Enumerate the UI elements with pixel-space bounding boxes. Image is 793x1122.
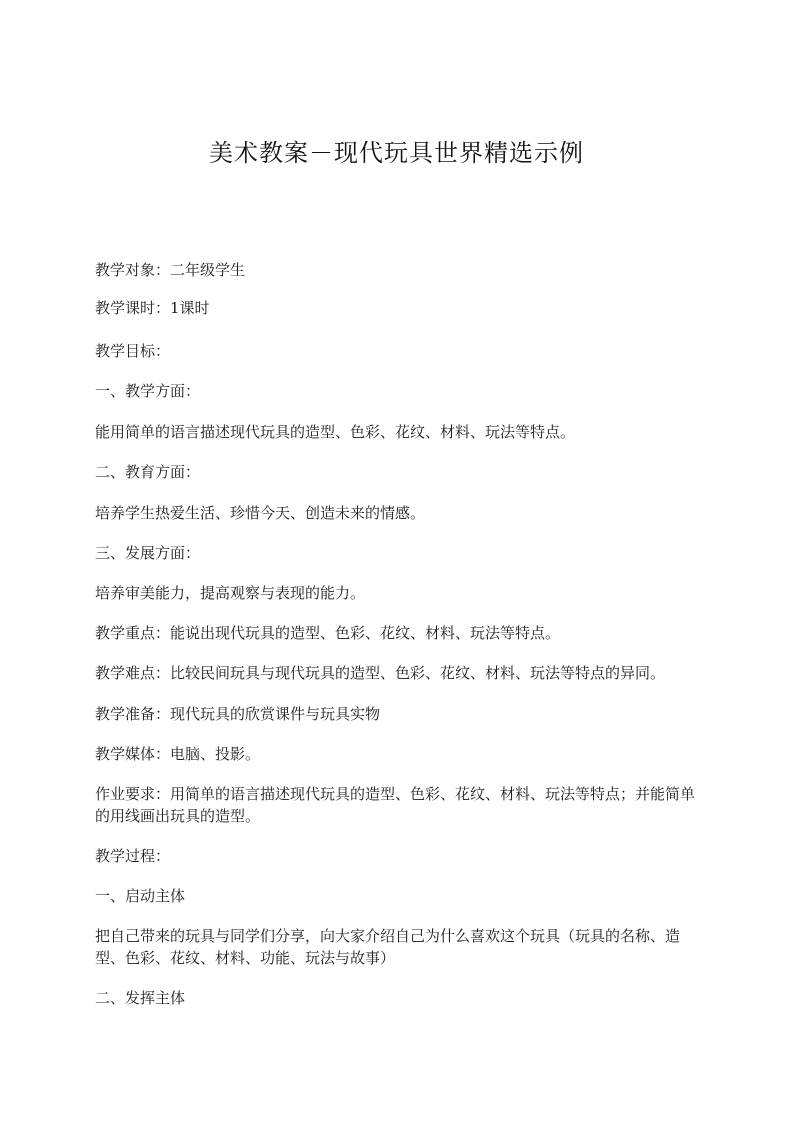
paragraph-step-1-heading: 一、启动主体: [95, 887, 186, 905]
paragraph-goal-3-heading: 三、发展方面：: [95, 544, 201, 562]
paragraph-step-1-text: 把自己带来的玩具与同学们分享，向大家介绍自己为什么喜欢这个玩具（玩具的名称、造型、色彩、花纹、材料、功能、玩法与故事）: [95, 927, 681, 967]
paragraph-teaching-target: 教学对象：二年级学生: [95, 261, 246, 279]
paragraph-goal-2-heading: 二、教育方面：: [95, 463, 201, 481]
paragraph-homework: 作业要求：用简单的语言描述现代玩具的造型、色彩、花纹、材料、玩法等特点；并能简单的用线画出玩具的造型。: [95, 785, 696, 825]
paragraph-step-2-heading: 二、发挥主体: [95, 989, 186, 1007]
paragraph-difficulties: 教学难点：比较民间玩具与现代玩具的造型、色彩、花纹、材料、玩法等特点的异同。: [95, 664, 666, 682]
paragraph-key-points: 教学重点：能说出现代玩具的造型、色彩、花纹、材料、玩法等特点。: [95, 624, 561, 642]
paragraph-class-hours: 教学课时：1课时: [95, 299, 210, 317]
paragraph-preparation: 教学准备：现代玩具的欣赏课件与玩具实物: [95, 705, 381, 723]
paragraph-media: 教学媒体：电脑、投影。: [95, 745, 261, 763]
paragraph-goal-2-text: 培养学生热爱生活、珍惜今天、创造未来的情感。: [95, 504, 426, 522]
paragraph-process-heading: 教学过程：: [95, 847, 171, 865]
paragraph-goal-1-heading: 一、教学方面：: [95, 382, 201, 400]
paragraph-goal-3-text: 培养审美能力，提高观察与表现的能力。: [95, 584, 366, 602]
paragraph-goal-1-text: 能用简单的语言描述现代玩具的造型、色彩、花纹、材料、玩法等特点。: [95, 423, 576, 441]
document-title: 美术教案－现代玩具世界精选示例: [209, 139, 584, 167]
paragraph-teaching-goals: 教学目标：: [95, 342, 171, 360]
